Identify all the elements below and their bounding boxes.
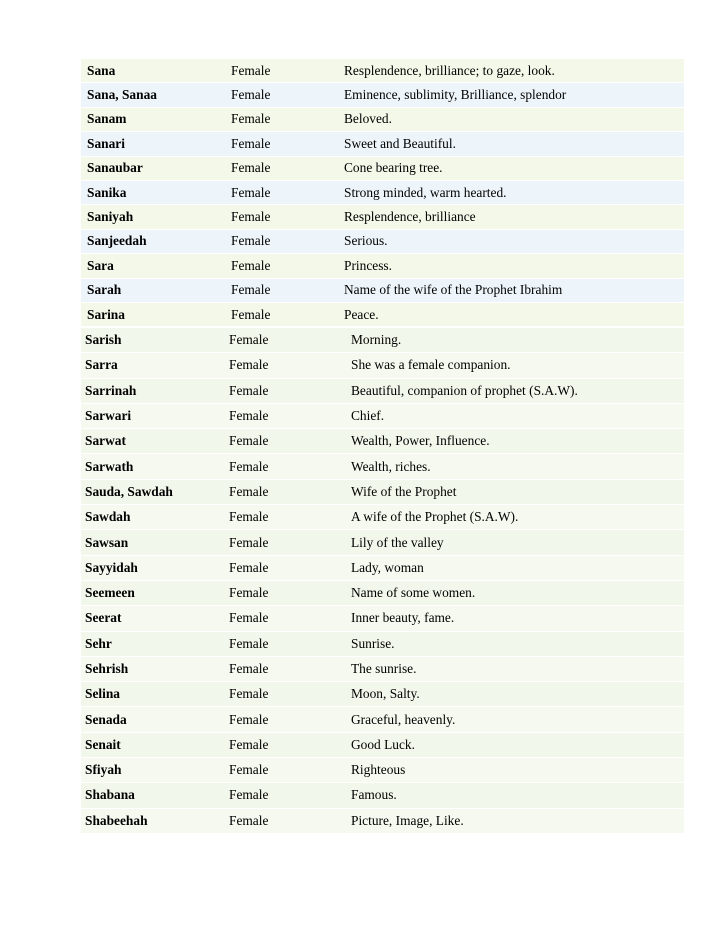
table-row (81, 706, 684, 731)
cell-gender: Female (231, 111, 271, 127)
cell-name: Sfiyah (85, 762, 122, 778)
cell-gender: Female (229, 585, 269, 601)
cell-gender: Female (229, 812, 269, 828)
cell-gender: Female (229, 661, 269, 676)
cell-meaning: The sunrise. (351, 661, 417, 676)
cell-name: Seemeen (85, 585, 135, 601)
cell-meaning: Beloved. (344, 111, 392, 127)
cell-gender: Female (231, 306, 271, 322)
table-row (81, 808, 684, 833)
cell-gender: Female (231, 233, 271, 249)
table-row (81, 555, 684, 580)
cell-name: Sawsan (85, 534, 129, 550)
cell-gender: Female (229, 433, 269, 449)
cell-name: Sarina (87, 306, 125, 322)
cell-meaning: Inner beauty, fame. (351, 610, 455, 626)
cell-meaning: Name of some women. (351, 585, 476, 601)
cell-name: Sarwath (85, 458, 134, 474)
cell-gender: Female (229, 408, 269, 424)
cell-name: Sana (87, 62, 116, 78)
cell-gender: Female (231, 184, 271, 200)
cell-name: Sanika (87, 184, 127, 200)
cell-meaning: Name of the wife of the Prophet Ibrahim (344, 282, 563, 298)
cell-name: Sarrinah (85, 382, 137, 398)
cell-gender: Female (231, 62, 271, 78)
cell-gender: Female (229, 686, 269, 702)
table-row (81, 378, 684, 403)
cell-name: Sanaubar (87, 160, 143, 176)
table-row (81, 131, 684, 155)
cell-meaning: Good Luck. (351, 736, 415, 752)
table-row (81, 278, 684, 302)
cell-gender: Female (229, 711, 269, 727)
table-row (81, 302, 684, 326)
cell-name: Sarra (85, 357, 118, 373)
cell-name: Sara (87, 257, 114, 273)
cell-meaning: Famous. (351, 787, 397, 803)
names-table-bottom (81, 327, 684, 833)
table-row (81, 229, 684, 253)
table-row (81, 253, 684, 277)
cell-name: Senada (85, 711, 127, 727)
cell-meaning: Graceful, heavenly. (351, 711, 456, 727)
table-row (81, 580, 684, 605)
cell-meaning: Wealth, Power, Influence. (351, 433, 490, 449)
cell-name: Sauda, Sawdah (85, 483, 173, 499)
table-row (81, 180, 684, 204)
cell-gender: Female (229, 458, 269, 474)
table-row (81, 107, 684, 131)
table-row (81, 58, 684, 82)
table-row (81, 605, 684, 630)
cell-meaning: Moon, Salty. (351, 686, 420, 702)
cell-gender: Female (229, 635, 269, 651)
cell-name: Sarwari (85, 408, 132, 424)
cell-gender: Female (229, 483, 269, 499)
table-row (81, 656, 684, 681)
cell-name: Sanam (87, 111, 127, 127)
cell-gender: Female (231, 209, 271, 225)
cell-name: Sarish (85, 332, 122, 348)
table-row (81, 479, 684, 504)
cell-name: Sawdah (85, 509, 131, 525)
cell-name: Shabana (85, 787, 135, 803)
cell-gender: Female (229, 762, 269, 778)
cell-gender: Female (231, 160, 271, 176)
table-row (81, 504, 684, 529)
cell-meaning: Picture, Image, Like. (351, 812, 464, 828)
cell-gender: Female (229, 736, 269, 752)
table-row (81, 453, 684, 478)
cell-meaning: Wife of the Prophet (351, 483, 457, 499)
cell-gender: Female (229, 382, 269, 398)
cell-gender: Female (231, 87, 271, 103)
table-row (81, 782, 684, 807)
cell-name: Sayyidah (85, 559, 138, 575)
cell-name: Sanjeedah (87, 233, 147, 249)
table-row (81, 352, 684, 377)
cell-meaning: Strong minded, warm hearted. (344, 184, 507, 200)
cell-meaning: Resplendence, brilliance (344, 209, 476, 225)
cell-meaning: Chief. (351, 408, 385, 424)
cell-meaning: Princess. (344, 257, 392, 273)
table-row (81, 732, 684, 757)
table-row (81, 82, 684, 106)
cell-meaning: Sunrise. (351, 635, 395, 651)
cell-meaning: Righteous (351, 762, 406, 778)
cell-meaning: Resplendence, brilliance; to gaze, look. (344, 62, 555, 78)
table-row (81, 156, 684, 180)
cell-name: Sarah (87, 282, 122, 298)
table-row (81, 681, 684, 706)
cell-meaning: Lily of the valley (351, 534, 444, 550)
cell-gender: Female (229, 509, 269, 525)
cell-name: Shabeehah (85, 812, 148, 828)
cell-name: Seerat (85, 610, 122, 626)
table-row (81, 403, 684, 428)
table-row (81, 204, 684, 228)
cell-meaning: Morning. (351, 332, 402, 348)
cell-meaning: She was a female companion. (351, 357, 511, 373)
cell-gender: Female (231, 135, 271, 151)
cell-name: Sarwat (85, 433, 126, 449)
table-row (81, 631, 684, 656)
table-row (81, 327, 684, 352)
cell-name: Sehr (85, 635, 112, 651)
cell-gender: Female (229, 534, 269, 550)
cell-name: Saniyah (87, 209, 134, 225)
cell-meaning: Wealth, riches. (351, 458, 431, 474)
names-table-top (81, 58, 684, 326)
cell-name: Sanari (87, 135, 125, 151)
cell-meaning: Beautiful, companion of prophet (S.A.W). (351, 382, 578, 398)
cell-gender: Female (229, 357, 269, 373)
table-row (81, 529, 684, 554)
cell-gender: Female (229, 787, 269, 803)
cell-meaning: Serious. (344, 233, 388, 249)
cell-meaning: Sweet and Beautiful. (344, 135, 456, 151)
cell-gender: Female (231, 257, 271, 273)
cell-meaning: Peace. (344, 306, 379, 322)
table-row (81, 757, 684, 782)
cell-gender: Female (229, 610, 269, 626)
cell-meaning: Cone bearing tree. (344, 160, 443, 176)
cell-gender: Female (231, 282, 271, 298)
cell-meaning: Eminence, sublimity, Brilliance, splendor (344, 87, 567, 103)
cell-gender: Female (229, 332, 269, 348)
cell-name: Sehrish (85, 661, 129, 676)
cell-meaning: A wife of the Prophet (S.A.W). (351, 509, 519, 525)
table-row (81, 428, 684, 453)
cell-meaning: Lady, woman (351, 559, 424, 575)
cell-name: Senait (85, 736, 121, 752)
cell-name: Selina (85, 686, 120, 702)
cell-name: Sana, Sanaa (87, 87, 157, 103)
cell-gender: Female (229, 559, 269, 575)
